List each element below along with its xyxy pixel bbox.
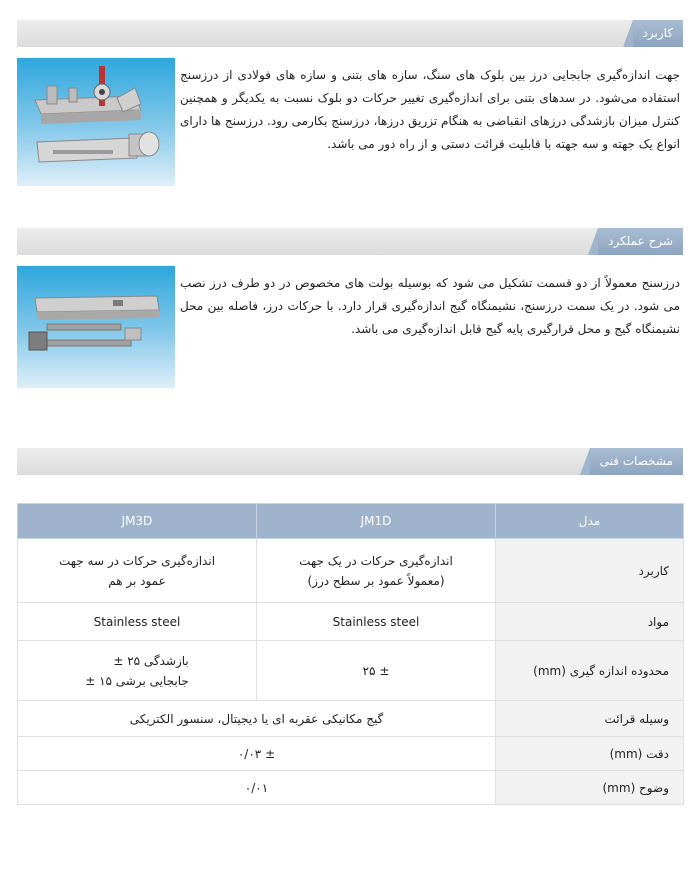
row-label-material: مواد [496,603,684,641]
row-label-readout: وسیله قرائت [496,701,684,737]
cell-jm3d-range [18,641,257,701]
table-row-range [18,641,684,701]
cell-text: جابجایی برشی ۱۵ ± [85,673,189,688]
specs-table [17,503,684,805]
cell-text: عمود بر هم [108,573,166,588]
cell-text: اندازه‌گیری حرکات در یک جهت [299,553,453,568]
cell-jm1d-material: Stainless steel [257,603,496,641]
function-section-title: شرح عملکرد [598,228,683,255]
function-section-bar [17,228,683,255]
cell-readout: گیج مکانیکی عقربه ای یا دیجیتال، سنسور الکتریکی [18,701,496,737]
jointmeter-1d-photo [17,266,175,388]
row-label-resolution: وضوح (mm) [496,771,684,805]
cell-text: بازشدگی ۲۵ ± [113,653,189,668]
usage-section-bar [17,20,683,47]
specs-section-bar [17,448,683,475]
cell-jm1d-application [257,539,496,603]
specs-section-title: مشخصات فنی [590,448,683,475]
table-row-accuracy [18,737,684,771]
header-jm1d: JM1D [257,504,496,539]
cell-jm3d-material: Stainless steel [18,603,257,641]
header-jm3d: JM3D [18,504,257,539]
cell-jm1d-range: ± ۲۵ [257,641,496,701]
table-row-application [18,539,684,603]
row-label-range: محدوده اندازه گیری (mm) [496,641,684,701]
table-row-resolution [18,771,684,805]
table-row-readout [18,701,684,737]
cell-accuracy: ± ۰/۰۳ [18,737,496,771]
cell-resolution: ۰/۰۱ [18,771,496,805]
usage-paragraph: جهت اندازه‌گیری جابجایی درز بین بلوک های سنگ، سازه های بتنی و سازه های فولادی از درزسنج استفاده می‌شود. در سدهای بتنی برای اندازه‌گیری تغییر حرکات دو بلوک نسبت به یکدیگر و همچنین کنترل میزان بازشدگی درزهای انقباضی به هنگام تزریق درزها، درزسنج بکارمی رود. درزسنج ها دارای انواع یک جهته و سه جهته با قابلیت قرائت دستی و از راه دور می باشد. [180,68,680,151]
cell-text: اندازه‌گیری حرکات در سه جهت [58,553,216,568]
jointmeter-3d-photo [17,58,175,186]
function-paragraph: درزسنج معمولاً از دو قسمت تشکیل می شود که بوسیله بولت های مخصوص در دو طرف درز نصب می شود. در یک سمت درزسنج، نشیمنگاه گیج اندازه‌گیری قرار دارد. با حرکات درز، فاصله بین محل نشیمنگاه گیج و محل قرارگیری پایه گیج قابل اندازه‌گیری می باشد. [180,276,680,336]
row-label-accuracy: دقت (mm) [496,737,684,771]
cell-jm3d-application [18,539,257,603]
usage-section-title: کاربرد [633,20,683,47]
row-label-application: کاربرد [496,539,684,603]
table-row-material [18,603,684,641]
header-model: مدل [496,504,684,539]
cell-text: (معمولاً عمود بر سطح درز) [307,573,445,588]
table-header-row [18,504,684,539]
